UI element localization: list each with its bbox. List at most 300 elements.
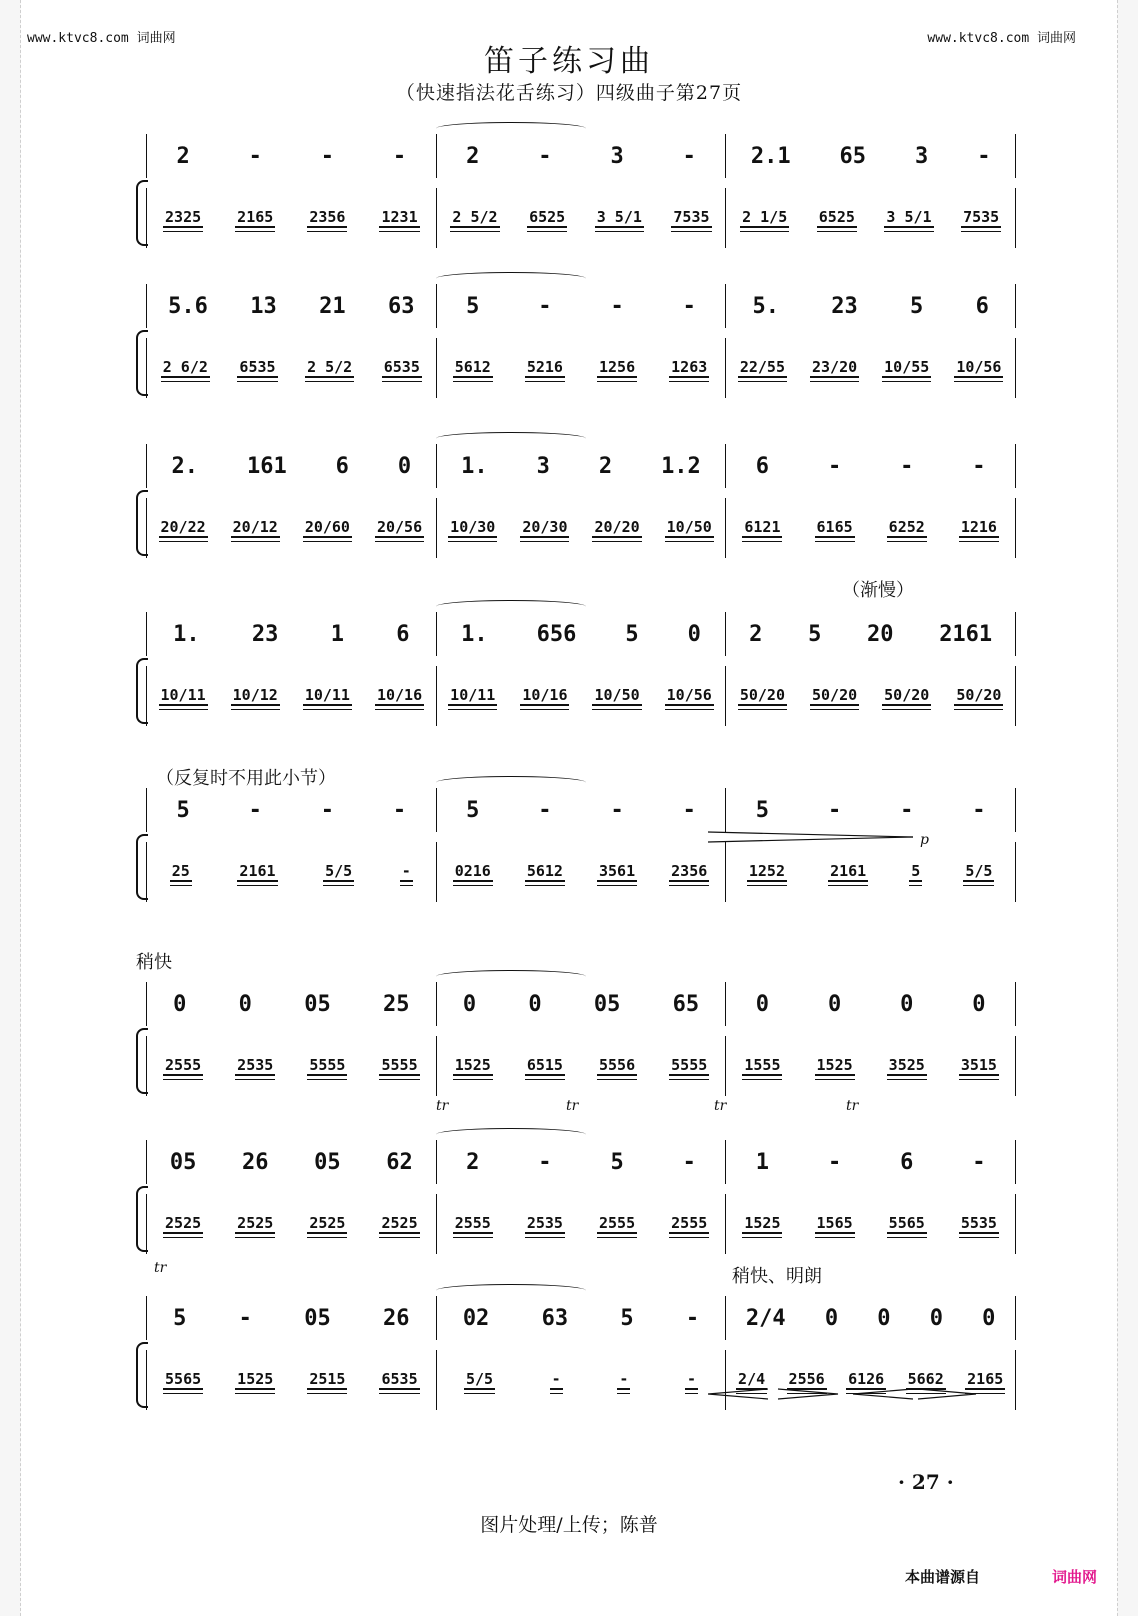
- barline: [1015, 134, 1016, 178]
- note: 1263: [671, 358, 708, 376]
- crescendo-decrescendo-hairpins: [708, 1388, 978, 1400]
- note: 2356: [671, 862, 708, 880]
- measure: [147, 1214, 436, 1234]
- note: 6: [335, 453, 349, 479]
- measure: [726, 1306, 1015, 1331]
- note: 0: [687, 621, 701, 647]
- note: 10/56: [956, 358, 1002, 376]
- note: 5535: [960, 1214, 997, 1232]
- note: 10/30: [450, 518, 496, 536]
- note: 50/20: [956, 686, 1002, 704]
- measure: [437, 454, 726, 479]
- note: 0: [877, 1305, 891, 1331]
- note: 0: [982, 1305, 996, 1331]
- measure: [147, 144, 436, 169]
- melody-row: [146, 788, 1016, 832]
- note: 6525: [818, 208, 855, 226]
- barline: [1015, 1296, 1016, 1340]
- note: 50/20: [739, 686, 785, 704]
- note: 0: [972, 991, 986, 1017]
- note: 2 1/5: [742, 208, 788, 226]
- note: 5: [911, 862, 921, 880]
- measure: [726, 518, 1015, 538]
- melody-row: [146, 1296, 1016, 1340]
- note: 5.6: [168, 293, 208, 319]
- note: 21: [319, 293, 346, 319]
- trill-mark: tr: [846, 1098, 859, 1114]
- note: 2 5/2: [452, 208, 498, 226]
- note: 20: [867, 621, 894, 647]
- score-system: [136, 268, 1016, 408]
- note: 2555: [671, 1214, 708, 1232]
- note: 10/56: [666, 686, 712, 704]
- note: 7535: [673, 208, 710, 226]
- barline: [1015, 338, 1016, 398]
- phrase-slur: [436, 970, 586, 983]
- note: 6535: [383, 358, 420, 376]
- note: 5565: [888, 1214, 925, 1232]
- note: 3525: [888, 1056, 925, 1074]
- measure: [726, 992, 1015, 1017]
- note: 3: [536, 453, 550, 479]
- note: -: [551, 1370, 561, 1388]
- note: 6126: [848, 1370, 885, 1388]
- note: 2535: [237, 1056, 274, 1074]
- note: 6515: [526, 1056, 563, 1074]
- note: 2161: [939, 621, 993, 647]
- note: 1231: [381, 208, 418, 226]
- note: -: [538, 797, 552, 823]
- note: 0: [824, 1305, 839, 1331]
- melody-row: [146, 284, 1016, 328]
- note: 20/12: [232, 518, 278, 536]
- melody-row: [146, 1140, 1016, 1184]
- note: -: [827, 453, 842, 479]
- note: 1: [330, 621, 344, 647]
- barline: [1015, 982, 1016, 1026]
- note: 3515: [960, 1056, 997, 1074]
- measure: [437, 992, 726, 1017]
- note: 5612: [526, 862, 563, 880]
- note: 50/20: [884, 686, 930, 704]
- dynamic-piano: p: [920, 832, 929, 848]
- note: 62: [386, 1149, 413, 1175]
- note: 63: [541, 1305, 569, 1331]
- note: 2525: [381, 1214, 418, 1232]
- note: 5: [620, 1305, 634, 1331]
- note: -: [900, 453, 914, 479]
- note: 10/11: [450, 686, 496, 704]
- score-system: [136, 966, 1016, 1106]
- note: -: [827, 1149, 842, 1175]
- phrase-slur: [436, 1128, 586, 1141]
- score-subtitle: （快速指法花舌练习）四级曲子第27页: [395, 82, 743, 104]
- note: 10/12: [232, 686, 278, 704]
- measure: [437, 1150, 726, 1175]
- note: -: [682, 1149, 696, 1175]
- measure: [437, 686, 726, 706]
- right-margin-strip: [1117, 0, 1138, 1616]
- note: 0: [462, 991, 477, 1017]
- measure: [726, 358, 1015, 378]
- source-brand: 词曲网: [1052, 1568, 1098, 1586]
- score-system: [136, 118, 1016, 258]
- note: 1216: [960, 518, 997, 536]
- note: 2/4: [738, 1370, 766, 1388]
- phrase-slur: [436, 432, 586, 445]
- measure: [437, 862, 726, 882]
- note: 1.2: [661, 453, 701, 479]
- note: 25: [171, 862, 190, 880]
- note: 6535: [239, 358, 276, 376]
- watermark-left: www.ktvc8.com 词曲网: [27, 31, 176, 46]
- barline: [1015, 1194, 1016, 1254]
- note: 2: [466, 1149, 480, 1175]
- score-system: [136, 596, 1016, 736]
- note: 10/16: [376, 686, 423, 704]
- melody-row: [146, 982, 1016, 1026]
- note: 0: [173, 991, 187, 1017]
- note: 5: [176, 797, 190, 823]
- note: 5/5: [465, 1370, 494, 1388]
- note: 6: [900, 1149, 914, 1175]
- barline: [1015, 788, 1016, 832]
- watermark-right: www.ktvc8.com 词曲网: [927, 31, 1076, 46]
- measure: [437, 798, 726, 823]
- note: 3: [610, 143, 624, 169]
- note: 6252: [888, 518, 925, 536]
- note: 5612: [454, 358, 491, 376]
- note: 20/30: [522, 518, 568, 536]
- barline: [1015, 1140, 1016, 1184]
- note: 50/20: [812, 686, 858, 704]
- note: -: [972, 797, 986, 823]
- note: 20/22: [160, 518, 206, 536]
- note: -: [248, 797, 262, 823]
- note: -: [686, 1370, 696, 1388]
- accomp-row: [146, 1194, 1016, 1254]
- note: 0: [929, 1305, 943, 1331]
- measure: [726, 454, 1015, 479]
- note: -: [538, 1149, 552, 1175]
- note: 1.: [173, 621, 200, 647]
- note: 3 5/1: [596, 208, 642, 226]
- note: 6535: [381, 1370, 418, 1388]
- note: -: [685, 1305, 700, 1331]
- measure: [726, 622, 1015, 647]
- note: 3561: [599, 862, 636, 880]
- note: -: [538, 293, 552, 319]
- note: 22/55: [739, 358, 785, 376]
- measure: [437, 208, 726, 228]
- note: 10/16: [522, 686, 568, 704]
- note: -: [977, 143, 991, 169]
- measure: [147, 518, 436, 538]
- note: 1565: [816, 1214, 853, 1232]
- note: 5: [910, 293, 924, 319]
- accomp-row: [146, 338, 1016, 398]
- accomp-row: [146, 1350, 1016, 1410]
- accomp-row: [146, 188, 1016, 248]
- note: 1.: [461, 621, 488, 647]
- note: 5: [625, 621, 639, 647]
- note: 26: [382, 1305, 410, 1331]
- note: 6: [975, 293, 989, 319]
- score-system: [136, 428, 1016, 568]
- trill-mark: tr: [154, 1260, 167, 1276]
- note: 5216: [526, 358, 563, 376]
- measure: [147, 294, 436, 319]
- note: 2161: [830, 862, 867, 880]
- note: 5662: [907, 1370, 944, 1388]
- measure: [726, 1150, 1015, 1175]
- note: 23/20: [812, 358, 858, 376]
- note: 6: [396, 621, 410, 647]
- note: 0: [238, 991, 252, 1017]
- barline: [1015, 612, 1016, 656]
- measure: [437, 1306, 726, 1331]
- melody-row: [146, 444, 1016, 488]
- measure: [147, 992, 436, 1017]
- note: -: [401, 862, 411, 880]
- note: 2555: [454, 1214, 491, 1232]
- note: 10/11: [160, 686, 206, 704]
- phrase-slur: [436, 272, 586, 285]
- accomp-row: [146, 498, 1016, 558]
- measure: [147, 686, 436, 706]
- note: 5555: [309, 1056, 346, 1074]
- note: 2/4: [745, 1305, 786, 1331]
- note: 23: [831, 293, 858, 319]
- note: 2325: [165, 208, 202, 226]
- note: -: [682, 143, 696, 169]
- accomp-row: [146, 1036, 1016, 1096]
- note: 1252: [748, 862, 785, 880]
- note: 65: [839, 143, 867, 169]
- trill-mark: tr: [714, 1098, 727, 1114]
- note: 1525: [816, 1056, 853, 1074]
- note: 7535: [963, 208, 1000, 226]
- barline: [1015, 444, 1016, 488]
- trill-mark: tr: [566, 1098, 579, 1114]
- annotation-slower: （渐慢）: [842, 580, 914, 601]
- measure: [147, 1150, 436, 1175]
- note: 5555: [671, 1056, 708, 1074]
- note: 10/50: [666, 518, 712, 536]
- note: 1555: [744, 1056, 781, 1074]
- barline: [1015, 284, 1016, 328]
- note: 20/56: [376, 518, 423, 536]
- note: 2: [598, 453, 613, 479]
- measure: [437, 1214, 726, 1234]
- note: 5.: [752, 293, 779, 319]
- measure: [726, 862, 1015, 882]
- note: 2525: [237, 1214, 274, 1232]
- barline: [1015, 1350, 1016, 1410]
- measure: [147, 622, 436, 647]
- page-number: · 27 ·: [898, 1470, 954, 1494]
- note: 20/20: [594, 518, 640, 536]
- note: 2525: [165, 1214, 202, 1232]
- note: 1256: [599, 358, 636, 376]
- note: 05: [314, 1149, 341, 1175]
- measure: [726, 1056, 1015, 1076]
- measure: [147, 798, 436, 823]
- measure: [726, 1370, 1015, 1390]
- note: -: [682, 293, 696, 319]
- note: -: [238, 1305, 252, 1331]
- note: -: [619, 1370, 629, 1388]
- note: 0216: [454, 862, 491, 880]
- note: 656: [536, 621, 577, 647]
- note: 2556: [788, 1370, 825, 1388]
- barline: [1015, 666, 1016, 726]
- barline: [1015, 842, 1016, 902]
- note: 5: [173, 1305, 187, 1331]
- note: 0: [528, 991, 542, 1017]
- measure: [726, 1214, 1015, 1234]
- note: 1.: [461, 453, 488, 479]
- trill-mark: tr: [436, 1098, 449, 1114]
- note: 5: [610, 1149, 624, 1175]
- tempo-slightly-fast-bright: 稍快、明朗: [732, 1266, 822, 1287]
- measure: [437, 518, 726, 538]
- note: 5: [466, 293, 480, 319]
- note: 1525: [454, 1056, 491, 1074]
- note: 26: [241, 1149, 269, 1175]
- measure: [147, 1306, 436, 1331]
- measure: [437, 294, 726, 319]
- note: 05: [169, 1149, 197, 1175]
- note: -: [320, 797, 335, 823]
- note: -: [320, 143, 335, 169]
- measure: [437, 1370, 726, 1390]
- note: -: [392, 797, 407, 823]
- note: -: [827, 797, 842, 823]
- note: 2555: [599, 1214, 636, 1232]
- note: 2.: [171, 453, 198, 479]
- note: 2525: [309, 1214, 346, 1232]
- note: 5/5: [325, 862, 353, 880]
- note: 5555: [381, 1056, 418, 1074]
- measure: [726, 144, 1015, 169]
- measure: [437, 1056, 726, 1076]
- melody-row: [146, 612, 1016, 656]
- note: 5556: [599, 1056, 636, 1074]
- note: 5565: [165, 1370, 202, 1388]
- measure: [147, 358, 436, 378]
- note: 2.1: [750, 143, 791, 169]
- measure: [726, 686, 1015, 706]
- note: 05: [304, 1305, 331, 1331]
- source-label: 本曲谱源自: [905, 1568, 981, 1586]
- note: 25: [382, 991, 410, 1017]
- measure: [147, 1056, 436, 1076]
- score-system: [136, 1124, 1016, 1264]
- measure: [437, 144, 726, 169]
- note: 2: [466, 143, 480, 169]
- note: 6: [755, 453, 770, 479]
- note: 3: [915, 143, 929, 169]
- note: 0: [827, 991, 842, 1017]
- note: 05: [593, 991, 621, 1017]
- note: 1525: [744, 1214, 781, 1232]
- note: 20/60: [304, 518, 350, 536]
- note: 2 5/2: [307, 358, 353, 376]
- note: 10/11: [304, 686, 350, 704]
- measure: [726, 294, 1015, 319]
- note: 5/5: [965, 862, 993, 880]
- note: 6525: [529, 208, 566, 226]
- note: 23: [251, 621, 279, 647]
- note: 2 6/2: [162, 358, 208, 376]
- note: -: [610, 293, 624, 319]
- note: -: [682, 797, 696, 823]
- measure: [147, 862, 436, 882]
- note: 63: [387, 293, 415, 319]
- note: 5: [755, 797, 770, 823]
- phrase-slur: [436, 600, 586, 613]
- barline: [1015, 498, 1016, 558]
- measure: [726, 208, 1015, 228]
- note: 0: [900, 991, 914, 1017]
- note: 05: [304, 991, 331, 1017]
- note: 5: [466, 797, 480, 823]
- note: 13: [250, 293, 277, 319]
- note: 10/50: [594, 686, 640, 704]
- note: 2: [176, 143, 190, 169]
- phrase-slur: [436, 1284, 586, 1297]
- phrase-slur: [436, 122, 586, 135]
- note: -: [538, 143, 552, 169]
- decrescendo-hairpin: [708, 830, 918, 844]
- note: 5: [808, 621, 822, 647]
- note: 2515: [309, 1370, 346, 1388]
- note: 3 5/1: [886, 208, 932, 226]
- note: 02: [462, 1305, 490, 1331]
- measure: [437, 622, 726, 647]
- melody-row: [146, 134, 1016, 178]
- measure: [147, 1370, 436, 1390]
- note: 0: [755, 991, 770, 1017]
- measure: [437, 358, 726, 378]
- note: 1: [755, 1149, 770, 1175]
- note: -: [900, 797, 914, 823]
- note: 1525: [237, 1370, 274, 1388]
- note: 2161: [239, 862, 276, 880]
- note: 10/55: [884, 358, 930, 376]
- note: 2165: [967, 1370, 1004, 1388]
- note: 161: [246, 453, 287, 479]
- measure: [147, 208, 436, 228]
- note: 6165: [816, 518, 853, 536]
- tempo-slightly-fast: 稍快: [136, 952, 172, 973]
- note: 2356: [309, 208, 346, 226]
- barline: [1015, 1036, 1016, 1096]
- measure: [726, 798, 1015, 823]
- score-title: 笛子练习曲: [484, 44, 654, 79]
- note: -: [248, 143, 262, 169]
- note: -: [972, 453, 986, 479]
- note: 6121: [744, 518, 781, 536]
- left-margin-strip: [0, 0, 21, 1616]
- note: 2535: [526, 1214, 563, 1232]
- measure: [147, 454, 436, 479]
- accomp-row: [146, 842, 1016, 902]
- note: 65: [672, 991, 700, 1017]
- note: -: [610, 797, 624, 823]
- barline: [1015, 188, 1016, 248]
